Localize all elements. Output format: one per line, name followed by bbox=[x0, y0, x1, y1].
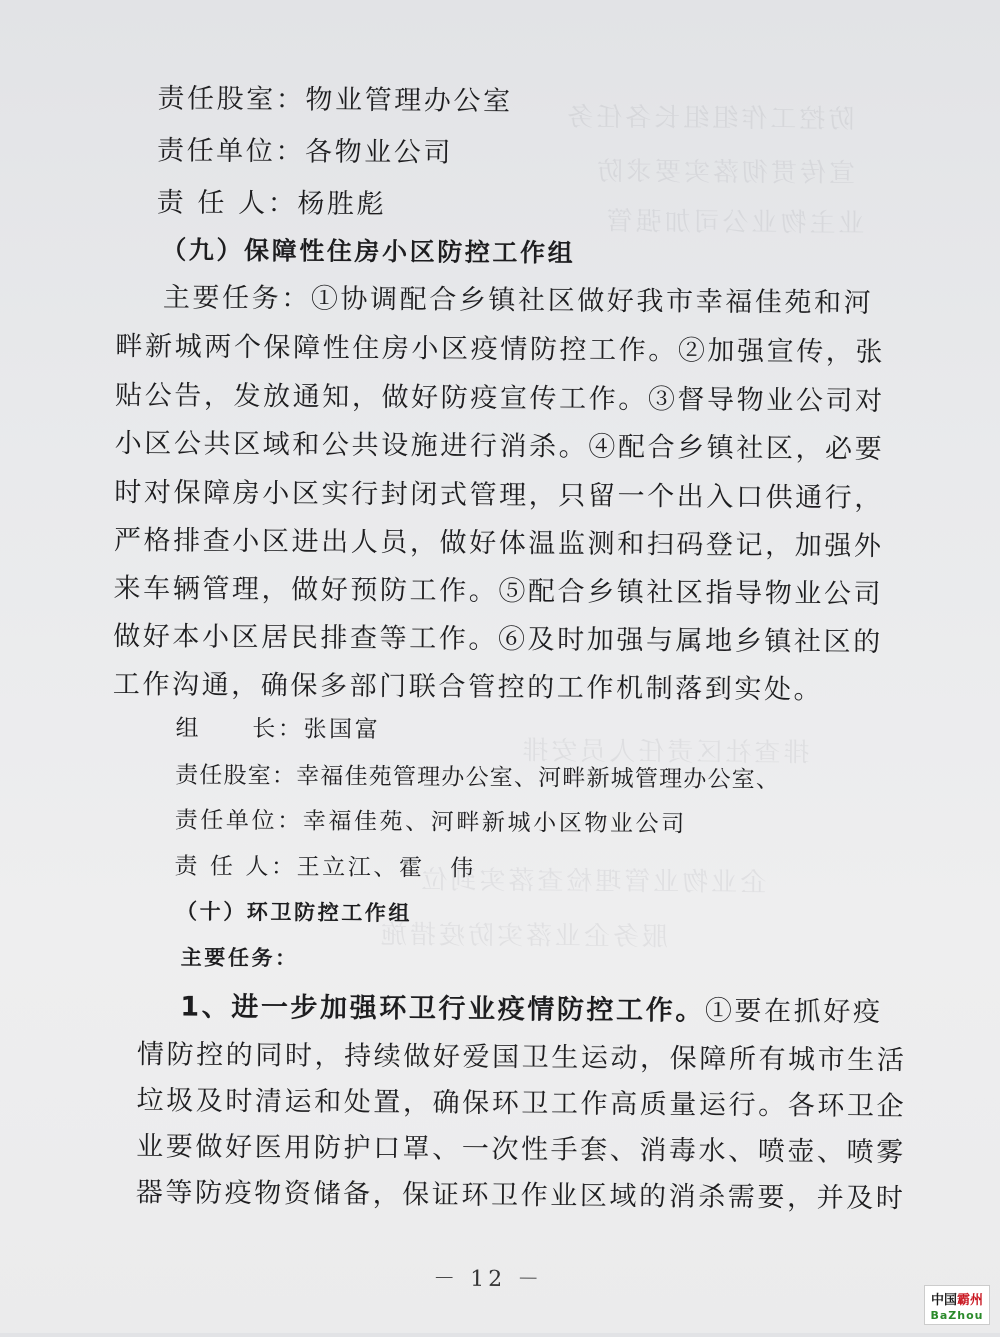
body-line: 工作沟通，确保多部门联合管控的工作机制落到实处。 bbox=[112, 668, 824, 706]
body-line: 情防控的同时，持续做好爱国卫生运动，保障所有城市生活 bbox=[136, 1039, 907, 1077]
responsible-unit-line: 责任单位：各物业公司 bbox=[156, 135, 454, 169]
body-line: 垃圾及时清运和处置，确保环卫工作高质量运行。各环卫企 bbox=[136, 1085, 907, 1123]
item-1-lead: 1、进一步加强环卫行业疫情防控工作。 bbox=[180, 991, 706, 1027]
body-line: 业要做好医用防护口罩、一次性手套、消毒水、喷壶、喷雾 bbox=[136, 1131, 906, 1169]
body-line: 畔新城两个保障性住房小区疫情防控工作。②加强宣传，张 bbox=[115, 330, 886, 369]
item-1-line bbox=[180, 991, 883, 1029]
responsible-person-line: 责 任 人：王立江、霍 伟 bbox=[174, 853, 476, 882]
body-line: 小区公共区域和公共设施进行消杀。④配合乡镇社区，必要 bbox=[114, 427, 885, 466]
body-line: 主要任务：①协调配合乡镇社区做好我市幸福佳苑和河 bbox=[162, 282, 874, 319]
body-line: 时对保障房小区实行封闭式管理，只留一个出入口供通行， bbox=[114, 476, 885, 515]
page-number: － 12 － bbox=[433, 1266, 544, 1293]
responsible-office-line: 责任股室：幸福佳苑管理办公室、河畔新城管理办公室、 bbox=[175, 762, 781, 794]
watermark-logo: 中国霸州 BaZhou bbox=[924, 1285, 990, 1325]
item-1-rest: ①要在抓好疫 bbox=[704, 995, 883, 1029]
responsible-person-line: 责 任 人：杨胜彪 bbox=[156, 187, 387, 221]
body-line: 器等防疫物资储备，保证环卫作业区域的消杀需要，并及时 bbox=[135, 1177, 906, 1215]
body-line: 来车辆管理，做好预防工作。⑤配合乡镇社区指导物业公司 bbox=[113, 572, 884, 611]
tasks-label: 主要任务： bbox=[180, 945, 299, 971]
responsible-office-line: 责任股室：物业管理办公室 bbox=[157, 83, 513, 118]
body-line: 贴公告，发放通知，做好防疫宣传工作。③督导物业公司对 bbox=[114, 379, 885, 418]
body-line: 严格排查小区进出人员，做好体温监测和扫码登记，加强外 bbox=[113, 524, 884, 563]
section-heading: （九）保障性住房小区防控工作组 bbox=[161, 235, 576, 268]
body-line: 做好本小区居民排查等工作。⑥及时加强与属地乡镇社区的 bbox=[113, 620, 883, 659]
document-page: 防控工作组组长各任务 宣传贯彻落实要求防 业主物业公司加强管 排查社区责任人员安排 企业物业管理检查落实到位 服务企业落实防疫措施 责任股室：物业管理办公室 责任单位：各物业公司 责 任 人：杨胜彪 （九）保障性住房小区防控工作组 主要任务：①协调配合乡镇社区做好我市幸福佳苑和河 畔新城两个保障性住房小区疫情防控工作。②加强宣传，张 贴公告，发放通知，做好防疫宣传工作。③督导物业公司对 小区公共区域和公共设施进行消杀。④配合乡镇社区，必要 时对保障房小区实行封闭式管理，只留一个出入口供通行， 严格排查小区进出人员，做好体温监测和扫码登记，加强外 来车辆管理，做好预防工作。⑤配合乡镇社区指导物业公司 做好本小区居民排查等工作。⑥及时加强与属地乡镇社区的 工作沟通，确保多部门联合管控的工作机制落到实处。 组 长：张国富 责任股室：幸福佳苑管理办公室、河畔新城管理办公室、 责任单位：幸福佳苑、河畔新城小区物业公司 责 任 人：王立江、霍 伟 （十）环卫防控工作组 主要任务： 1、进一步加强环卫行业疫情防控工作。①要在抓好疫 情防控的同时，持续做好爱国卫生运动，保障所有城市生活 垃圾及时清运和处置，确保环卫工作高质量运行。各环卫企 业要做好医用防护口罩、一次性手套、消毒水、喷壶、喷雾 器等防疫物资储备，保证环卫作业区域的消杀需要，并及时 － 12 － bbox=[112, 83, 907, 1293]
section-heading: （十）环卫防控工作组 bbox=[175, 899, 413, 926]
group-leader-line: 组 长：张国富 bbox=[175, 715, 381, 744]
responsible-unit-line: 责任单位：幸福佳苑、河畔新城小区物业公司 bbox=[174, 807, 687, 838]
